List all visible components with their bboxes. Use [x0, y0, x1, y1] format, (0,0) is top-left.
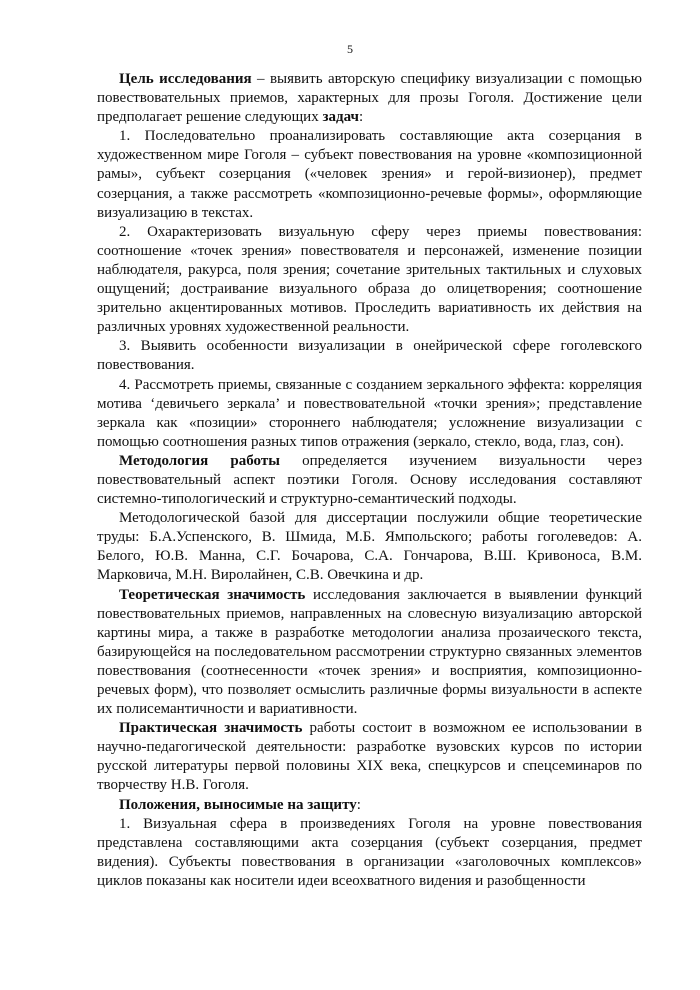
paragraph-task-4: 4. Рассмотреть приемы, связанные с созданием зеркального эффекта: корреляция мотива ‘девичьего зеркала’ и повествовательной «точки зрения»; представление зеркала как «позиции» стороннего наблюдателя; усложнение визуализации с помощью соотношения разных типов отражения (зеркало, стекло, вода, глаз, сон).: [97, 376, 642, 450]
document-body: [97, 70, 642, 891]
paragraph-theoretical: [97, 586, 642, 720]
goal-text: – выявить авторскую специфику визуализации с помощью повествовательных приемов, характерных для прозы Гоголя. Достижение цели предполагает решение следующих: [97, 71, 642, 126]
paragraph-task-2: 2. Охарактеризовать визуальную сферу через приемы повествования: соотношение «точек зрения» повествователя и персонажей, изменение позиции наблюдателя, ракурса, поля зрения; сочетание зрительных тактильных и слуховых ощущений; достраивание визуального образа до олицетворения; соотношение зрительно акцентированных мотивов. Проследить вариативность их действия на различных уровнях художественной реальности.: [97, 223, 642, 336]
theoretical-text: исследования заключается в выявлении функций повествовательных приемов, направленных на словесную визуализацию авторской картины мира, а также в разработке методологии анализа прозаического текста, базирующейся на последовательном рассмотрении структурно связанных элементов повествования (соотнесенности «точек зрения» и восприятия, композиционно-речевых форм), что позволяет осмыслить различные формы визуальности в аспекте их полисемантичности и вариативности.: [97, 586, 642, 718]
goal-colon: :: [358, 109, 364, 126]
page-number: 5: [347, 42, 353, 56]
paragraph-defense-1: 1. Визуальная сфера в произведениях Гоголя на уровне повествования представлена составляющими акта созерцания (субъект созерцания, предмет видения). Субъекты повествования в организации «заголовочных комплексов» циклов показаны как носители идеи всеохватного видения и разобщенности: [97, 815, 642, 889]
paragraph-method-base: Методологической базой для диссертации послужили общие теоретические труды: Б.А.Успенского, В. Шмида, М.Б. Ямпольского; работы гоголеведов: А. Белого, Ю.В. Манна, С.Г. Бочарова, С.А. Гончарова, В.Ш. Кривоноса, В.М. Марковича, М.Н. Виролайнен, С.В. Овечкина и др.: [97, 510, 642, 584]
theoretical-heading: Теоретическая значимость: [119, 586, 306, 603]
methodology-text: определяется изучением визуальности через повествовательный аспект поэтики Гоголя. Основу исследования составляют системно-типологический и структурно-семантический подходы.: [97, 452, 643, 508]
paragraph-defense-heading: [97, 796, 642, 815]
defense-colon: :: [356, 796, 361, 813]
paragraph-methodology: [97, 452, 642, 509]
practical-heading: Практическая значимость: [119, 720, 303, 737]
methodology-heading: Методология работы: [119, 452, 280, 469]
goal-heading: Цель исследования: [119, 71, 252, 87]
practical-text: работы состоит в возможном ее использовании в научно-педагогической деятельности: разработке вузовских курсов по истории русской литературы первой половины XIX века, спецкурсов и спецсеминаров по творчеству Н.В. Гоголя.: [97, 720, 642, 794]
defense-heading: Положения, выносимые на защиту: [119, 796, 357, 813]
tasks-keyword: задач: [322, 109, 359, 126]
paragraph-goal: [97, 70, 642, 127]
paragraph-task-3: 3. Выявить особенности визуализации в онейрической сфере гоголевского повествования.: [97, 338, 642, 374]
paragraph-practical: [97, 719, 642, 795]
paragraph-task-1: 1. Последовательно проанализировать составляющие акта созерцания в художественном мире Гоголя – субъект повествования на уровне «композиционной рамы», субъект созерцания («человек зрения» и герой-визионер), предмет созерцания, а также рассмотреть «композиционно-речевые формы», оформляющие визуализацию в текстах.: [97, 128, 642, 221]
